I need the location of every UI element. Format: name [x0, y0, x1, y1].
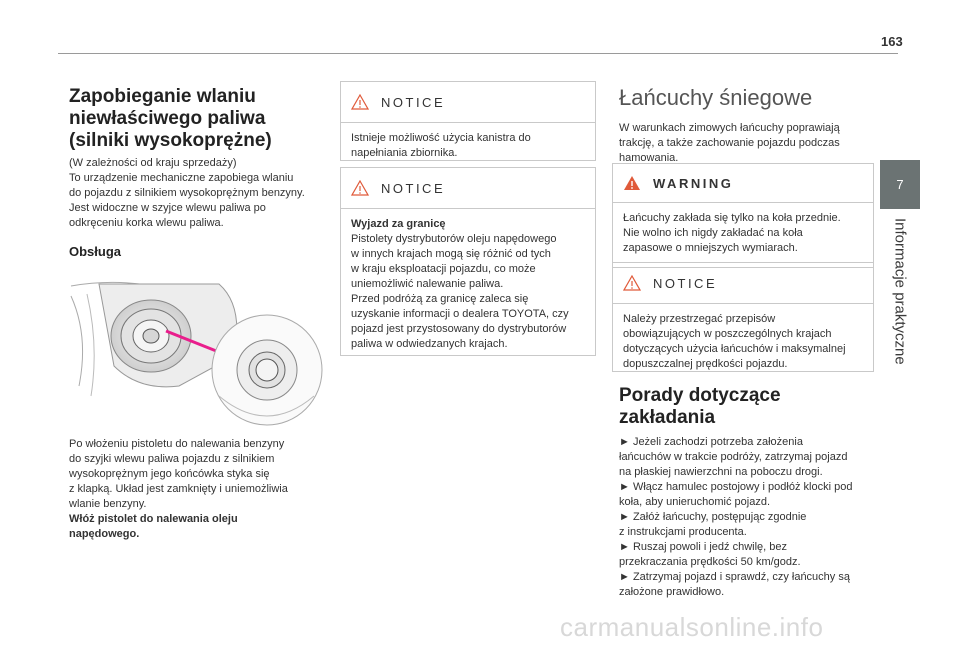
notice-box-abroad [340, 167, 596, 356]
text-line: (W zależności od kraju sprzedaży) [69, 157, 237, 169]
text-line: uniemożliwić nalewanie paliwa. [351, 278, 504, 290]
operation-paragraph [69, 437, 339, 542]
text-line: To urządzenie mechaniczne zapobiega wlaniu [69, 172, 294, 184]
warning-header [613, 164, 873, 203]
text-line: w innych krajach mogą się różnić od tych [351, 248, 551, 260]
notice-label: NOTICE [381, 94, 446, 110]
list-item: ► Zatrzymaj pojazd i sprawdź, czy łańcuchy są [619, 571, 850, 583]
text-line: paliwa w odwiedzanych krajach. [351, 338, 508, 350]
chapter-title-vertical [880, 218, 920, 388]
list-item: koła, aby unieruchomić pojazd. [619, 496, 771, 508]
list-item: z instrukcjami producenta. [619, 526, 747, 538]
text-line: Istnieje możliwość użycia kanistra do [351, 132, 531, 144]
watermark: carmanualsonline.info [560, 612, 824, 642]
text-line: z klapką. Układ jest zamknięty i uniemożliwia [69, 483, 288, 495]
text-line: trakcję, a także zachowanie pojazdu podczas [619, 137, 840, 149]
notice-body [613, 304, 873, 380]
title-line: (silniki wysokoprężne) [69, 130, 272, 151]
section-fuel-misfuel [69, 86, 339, 231]
text-line: hamowania. [619, 152, 679, 164]
text-line: do szyjki wlewu paliwa pojazdu z silnikiem [69, 453, 275, 465]
text-line: Jest widoczne w szyjce wlewu paliwa po [69, 202, 266, 214]
bold-line: Włóż pistolet do nalewania oleju [69, 513, 238, 525]
list-item: ► Włącz hamulec postojowy i podłóż klocki pod [619, 481, 853, 493]
text-line: Pistolety dystrybutorów oleju napędowego [351, 233, 557, 245]
tips-title [619, 385, 874, 429]
notice-triangle-icon [351, 180, 369, 196]
snow-chains-intro [619, 121, 874, 166]
title-line: Zapobieganie wlaniu [69, 86, 256, 107]
header-divider [58, 53, 898, 54]
tips-list [619, 435, 877, 600]
text-line: odkręceniu korka wlewu paliwa. [69, 217, 224, 229]
notice-triangle-icon [351, 94, 369, 110]
text-line: wlanie benzyny. [69, 498, 147, 510]
list-item: założone prawidłowo. [619, 586, 725, 598]
tips-title-text [619, 385, 874, 429]
chapter-number-tab: 7 [880, 160, 920, 209]
intro-paragraph [69, 156, 339, 231]
text-line: dopuszczalnej prędkości pojazdu. [623, 358, 788, 370]
title-line: Porady dotyczące [619, 385, 781, 406]
text-line: Po włożeniu pistoletu do nalewania benzyny [69, 438, 285, 450]
list-item: ► Jeżeli zachodzi potrzeba założenia [619, 436, 803, 448]
section-title [69, 86, 339, 152]
notice-header [341, 82, 595, 123]
list-item: ► Ruszaj powoli i jedź chwilę, bez [619, 541, 788, 553]
text-line: uzyskanie informacji o dealera TOYOTA, czy [351, 308, 569, 320]
warning-box [612, 163, 874, 268]
subheading-operation: Obsługa [69, 244, 122, 259]
page-number: 163 [881, 34, 903, 49]
notice-label: NOTICE [381, 180, 446, 196]
text-line: Przed podróżą za granicę zaleca się [351, 293, 529, 305]
notice-box-regulations [612, 262, 874, 372]
text-line: zapasowe o mniejszych wymiarach. [623, 242, 798, 254]
list-item: łańcuchów w trakcie podróży, zatrzymaj pojazd [619, 451, 848, 463]
notice-body [341, 123, 595, 169]
list-item: na płaskiej nawierzchni na poboczu drogi. [619, 466, 823, 478]
text-line: Łańcuchy zakłada się tylko na koła przednie. [623, 212, 841, 224]
title-line: zakładania [619, 407, 716, 428]
bold-line: Wyjazd za granicę [351, 218, 446, 230]
notice-triangle-icon [623, 275, 641, 291]
section-title-snow-chains: Łańcuchy śniegowe [619, 85, 813, 110]
warning-body [613, 203, 873, 264]
chapter-title: Informacje praktyczne [891, 218, 909, 365]
text-line: wysokoprężnym jego końcówka styka się [69, 468, 270, 480]
list-item: przekraczania prędkości 50 km/godz. [619, 556, 801, 568]
text-line: Należy przestrzegać przepisów [623, 313, 776, 325]
text-line: do pojazdu z silnikiem wysokoprężnym benzyny. [69, 187, 305, 199]
notice-label: NOTICE [653, 275, 718, 291]
list-item: ► Załóż łańcuchy, postępując zgodnie [619, 511, 807, 523]
warning-triangle-icon [623, 175, 641, 191]
text-line: Nie wolno ich nigdy zakładać na koła [623, 227, 803, 239]
text-line: napełniania zbiornika. [351, 147, 458, 159]
notice-header [613, 263, 873, 304]
text-line: dotyczących użycia łańcuchów i maksymalnej [623, 343, 846, 355]
warning-label: WARNING [653, 175, 734, 191]
text-line: pojazd jest przystosowany do dystrybutorów [351, 323, 567, 335]
bold-line: napędowego. [69, 528, 140, 540]
text-line: obowiązujących w poszczególnych krajach [623, 328, 832, 340]
title-line: niewłaściwego paliwa [69, 108, 266, 129]
fuel-filler-illustration [69, 276, 339, 426]
text-line: W warunkach zimowych łańcuchy poprawiają [619, 122, 840, 134]
notice-box-canister [340, 81, 596, 161]
text-line: w kraju eksploatacji pojazdu, co może [351, 263, 536, 275]
notice-body [341, 209, 595, 360]
notice-header [341, 168, 595, 209]
